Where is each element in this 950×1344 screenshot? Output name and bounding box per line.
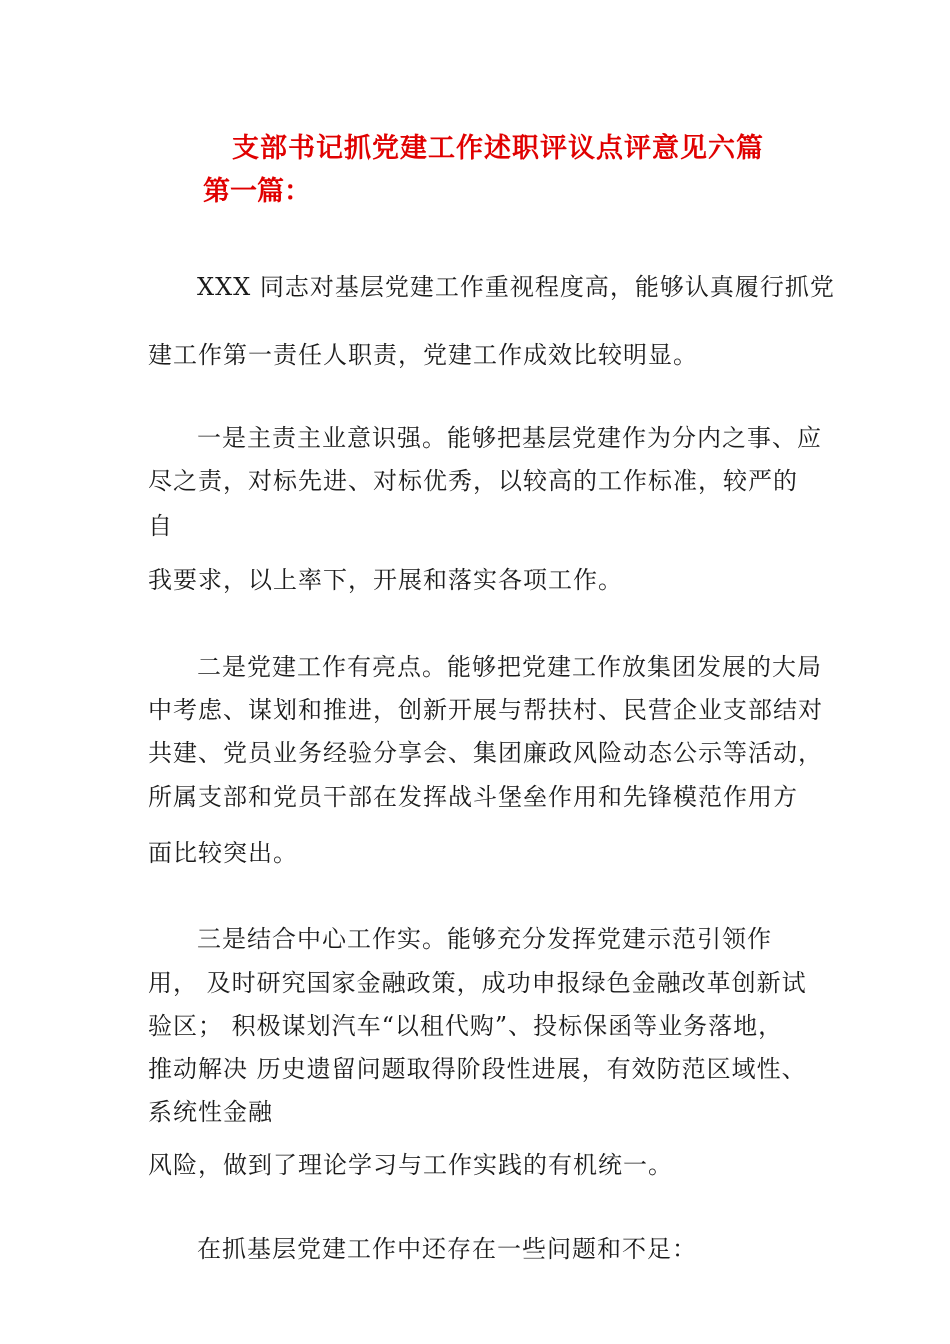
- paragraph-line: 用， 及时研究国家金融政策，成功申报绿色金融改革创新试: [148, 969, 807, 997]
- paragraph-line: 三是结合中心工作实。能够充分发挥党建示范引领作: [197, 925, 772, 953]
- paragraph-line: 二是党建工作有亮点。能够把党建工作放集团发展的大局: [197, 653, 822, 681]
- paragraph-line: 中考虑、谋划和推进，创新开展与帮扶村、民营企业支部结对: [148, 696, 823, 724]
- paragraph-line: 验区； 积极谋划汽车“以租代购”、投标保函等业务落地，: [148, 1012, 784, 1040]
- paragraph-line: 系统性金融: [148, 1098, 273, 1126]
- paragraph-line: 面比较突出。: [148, 839, 298, 867]
- paragraph-line: 尽之责，对标先进、对标优秀，以较高的工作标准，较严的: [148, 467, 798, 495]
- paragraph-line: 一是主责主业意识强。能够把基层党建作为分内之事、应: [197, 424, 822, 452]
- paragraph-line: 推动解决 历史遗留问题取得阶段性进展，有效防范区域性、: [148, 1055, 807, 1083]
- paragraph-line: 在抓基层党建工作中还存在一些问题和不足：: [197, 1235, 697, 1263]
- paragraph-line: 建工作第一责任人职责，党建工作成效比较明显。: [148, 341, 698, 369]
- document-title: 支部书记抓党建工作述职评议点评意见六篇: [232, 133, 764, 164]
- paragraph-line: 风险，做到了理论学习与工作实践的有机统一。: [148, 1151, 673, 1179]
- paragraph-line: 自: [148, 512, 173, 540]
- paragraph-line: 我要求，以上率下，开展和落实各项工作。: [148, 566, 623, 594]
- paragraph-line: XXX 同志对基层党建工作重视程度高，能够认真履行抓党: [197, 273, 835, 301]
- paragraph-line: 所属支部和党员干部在发挥战斗堡垒作用和先锋模范作用方: [148, 783, 798, 811]
- document-subtitle: 第一篇：: [203, 176, 311, 207]
- paragraph-line: 共建、党员业务经验分享会、集团廉政风险动态公示等活动，: [148, 739, 823, 767]
